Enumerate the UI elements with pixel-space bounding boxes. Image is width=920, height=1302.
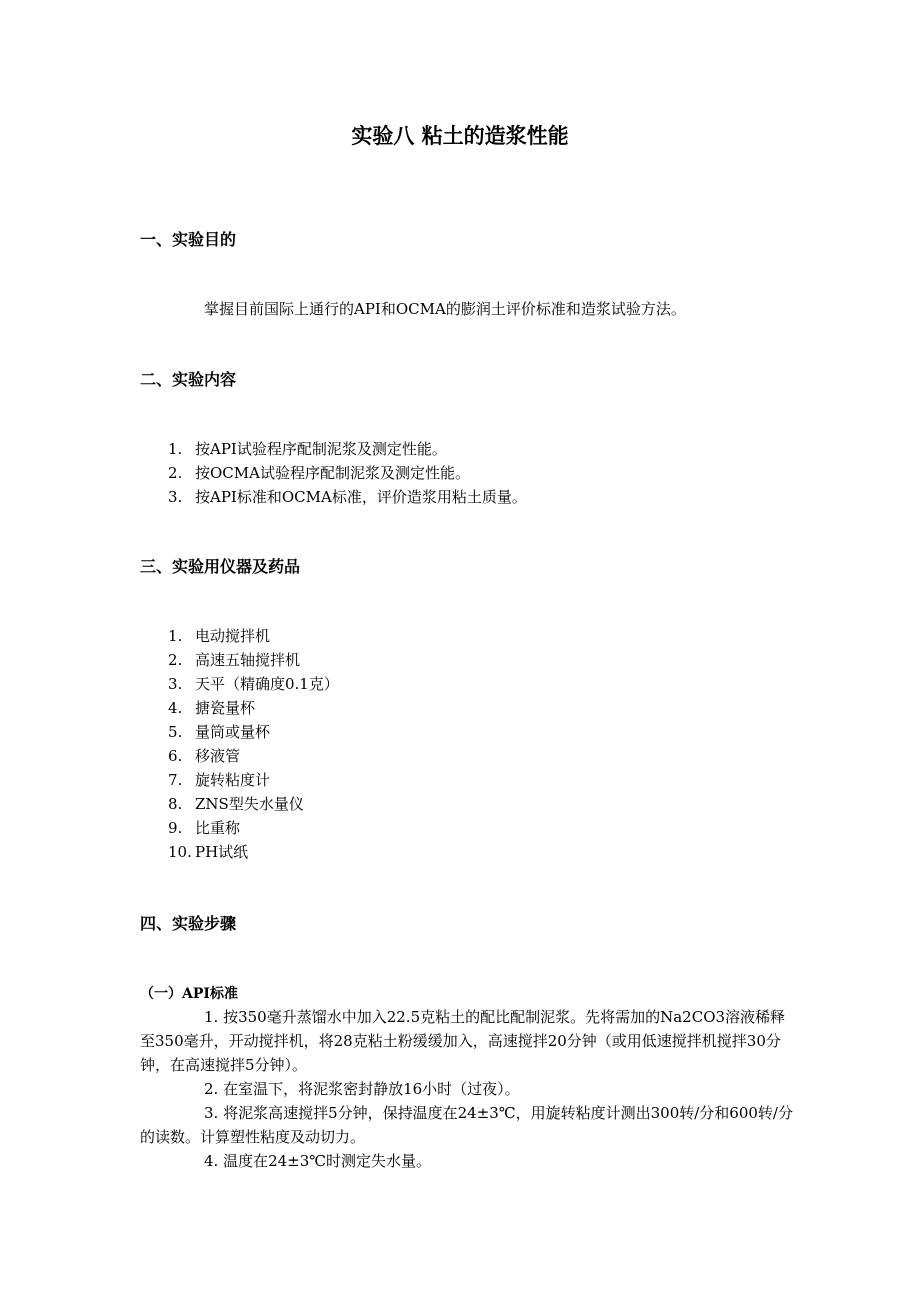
list-item: 1. 电动搅拌机 <box>168 627 271 645</box>
instrument-list <box>168 624 339 864</box>
section-heading-instruments: 三、实验用仪器及药品 <box>140 557 301 576</box>
list-item: 2. 按OCMA试验程序配制泥浆及测定性能。 <box>168 464 470 482</box>
list-item: 6. 移液管 <box>168 747 241 765</box>
document-title: 实验八 粘土的造浆性能 <box>351 124 569 148</box>
section-heading-content: 二、实验内容 <box>140 370 237 389</box>
list-item: 1. 按API试验程序配制泥浆及测定性能。 <box>168 440 447 458</box>
list-item: 3. 按API标准和OCMA标准，评价造浆用粘土质量。 <box>168 488 527 506</box>
step-paragraph: 2. 在室温下，将泥浆密封静放16小时（过夜）。 <box>204 1080 520 1098</box>
section-heading-steps: 四、实验步骤 <box>140 914 237 933</box>
list-item: 2. 高速五轴搅拌机 <box>168 651 301 669</box>
api-subheading: （一）API标准 <box>140 986 238 1002</box>
content-list <box>168 437 527 509</box>
list-item: 10. PH试纸 <box>168 843 249 861</box>
list-item: 5. 量筒或量杯 <box>168 723 271 741</box>
list-item: 9. 比重称 <box>168 819 241 837</box>
step-paragraph: 4. 温度在24±3℃时测定失水量。 <box>204 1152 432 1170</box>
section-heading-purpose: 一、实验目的 <box>140 230 237 249</box>
list-item: 7. 旋转粘度计 <box>168 771 271 789</box>
step-paragraph: 3. 将泥浆高速搅拌5分钟，保持温度在24±3℃，用旋转粘度计测出300转/分和600转/分的读数。计算塑性粘度及动切力。 <box>140 1104 793 1146</box>
api-steps <box>140 1005 800 1173</box>
list-item: 8. ZNS型失水量仪 <box>168 795 304 813</box>
list-item: 3. 天平（精确度0.1克） <box>168 675 339 693</box>
step-paragraph: 1. 按350毫升蒸馏水中加入22.5克粘土的配比配制泥浆。先将需加的Na2CO3溶液稀释至350毫升，开动搅拌机，将28克粘土粉缓缓加入，高速搅拌20分钟（或用低速搅拌机搅拌30分钟，在高速搅拌5分钟）。 <box>140 1008 786 1074</box>
purpose-paragraph: 掌握目前国际上通行的API和OCMA的膨润土评价标准和造浆试验方法。 <box>204 300 686 318</box>
list-item: 4. 搪瓷量杯 <box>168 699 256 717</box>
